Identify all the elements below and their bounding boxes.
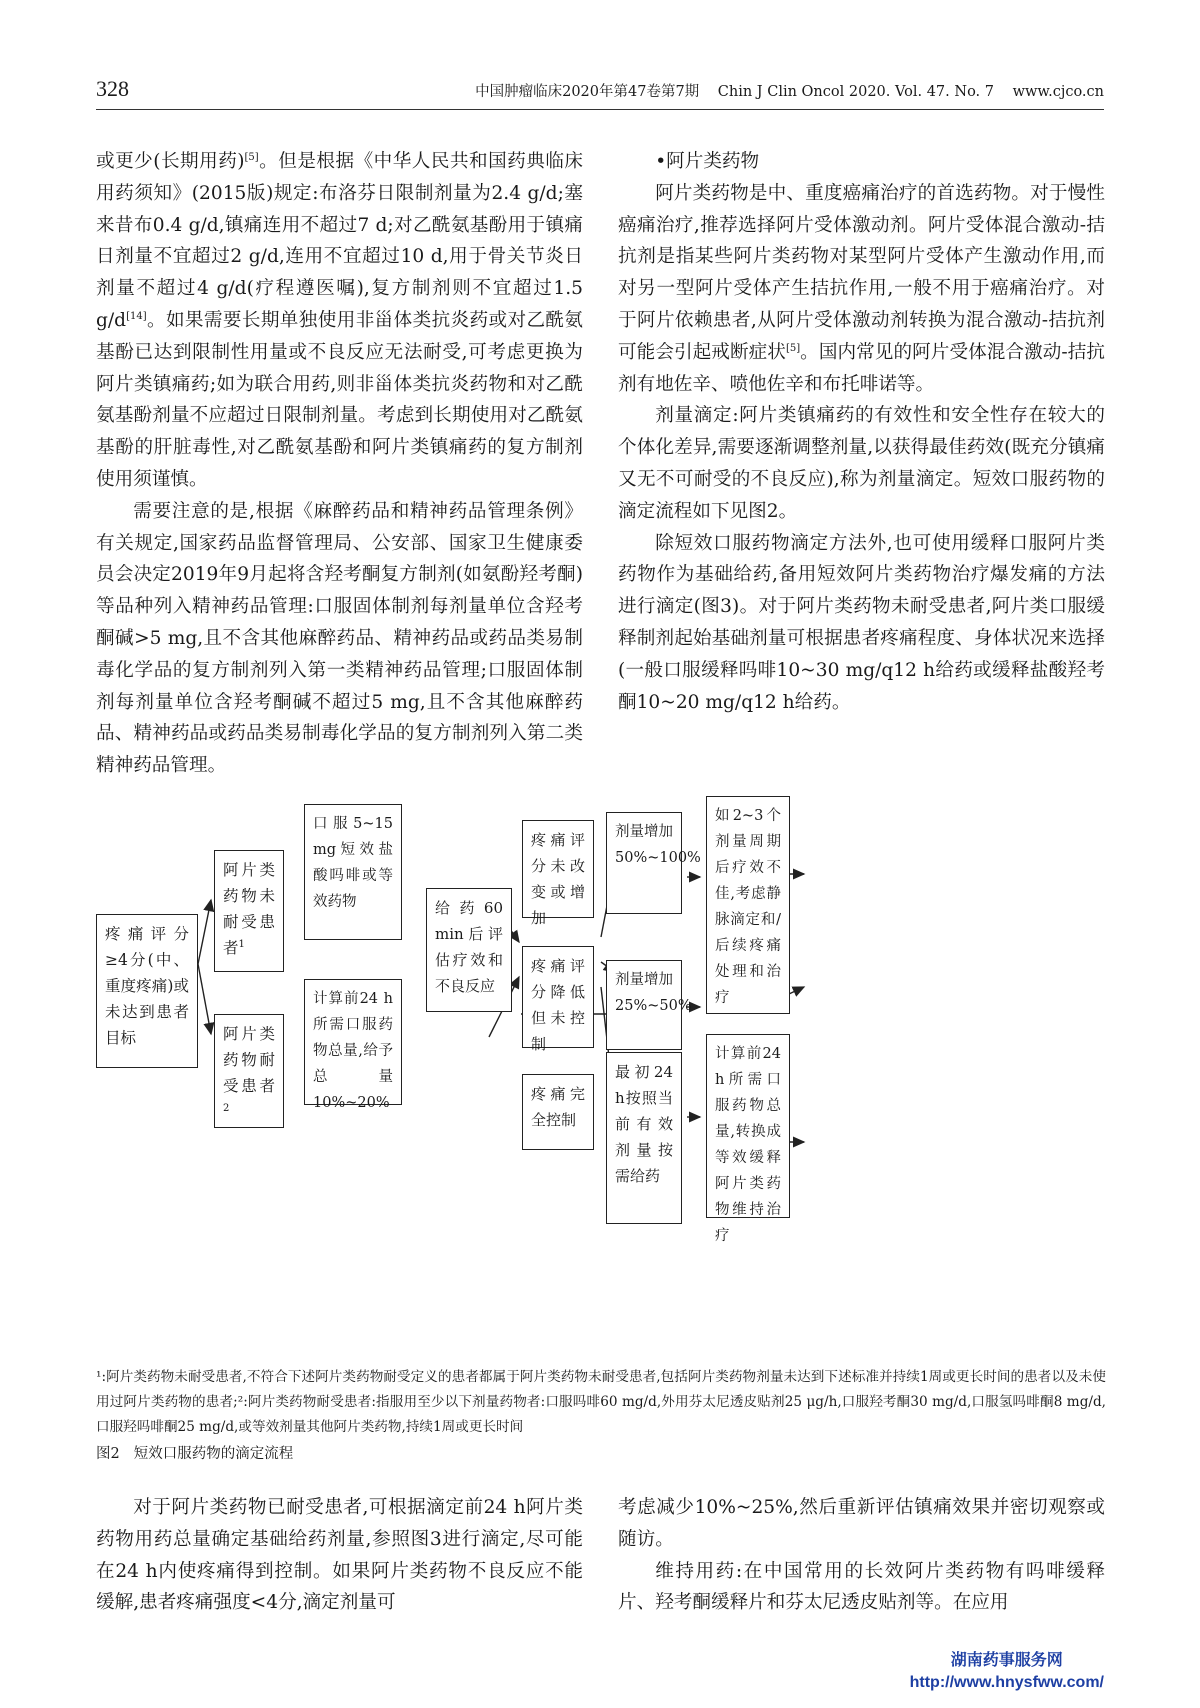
titration-flowchart: [96, 808, 1106, 1342]
bottom-right-paragraph-2: 维持用药:在中国常用的长效阿片类药物有吗啡缓释片、羟考酮缓释片和芬太尼透皮贴剂等。在应用: [618, 1560, 1105, 1614]
left-column: [96, 146, 583, 782]
action-box-1: 剂量增加50%~100%: [606, 812, 682, 914]
outcome-box-3: 疼痛完全控制: [522, 1074, 594, 1150]
watermark-url: http://www.hnysfww.com/: [909, 1674, 1104, 1691]
citation-5b: [5]: [785, 342, 801, 354]
figure-caption: [96, 1442, 293, 1463]
outcome-box-1: 疼痛评分未改变或增加: [522, 820, 594, 918]
figure-label: 图2: [96, 1446, 120, 1462]
citation-5: [5]: [244, 151, 259, 163]
right-paragraph-2: 剂量滴定:阿片类镇痛药的有效性和安全性存在较大的个体化差异,需要逐渐调整剂量,以获得最佳药效(既充分镇痛又无不可耐受的不良反应),称为剂量滴定。短效口服药物的滴定流程如下见图2。: [618, 405, 1105, 522]
right-paragraph-3: 除短效口服药物滴定方法外,也可使用缓释口服阿片类药物作为基础给药,备用短效阿片类药物治疗爆发痛的方法进行滴定(图3)。对于阿片类药物未耐受患者,阿片类口服缓释制剂起始基础剂量可根据患者疼痛程度、身体状况来选择(一般口服缓释吗啡10~30 mg/q12 h给药或缓释盐酸羟考酮10~20 mg/q12 h给药。: [618, 532, 1105, 713]
running-header: [96, 76, 1104, 110]
journal-name-cn: 中国肿瘤临床2020年第47卷第7期: [475, 84, 700, 100]
bottom-left-column: [96, 1492, 583, 1619]
journal-name-en: Chin J Clin Oncol 2020. Vol. 47. No. 7: [717, 84, 994, 100]
bottom-left-paragraph: 对于阿片类药物已耐受患者,可根据滴定前24 h阿片类药物用药总量确定基础给药剂量,参照图3进行滴定,尽可能在24 h内使疼痛得到控制。如果阿片类药物不良反应不能缓解,患者疼痛强度<4分,滴定剂量可: [96, 1497, 583, 1614]
action-box-3: 最初24 h按照当前有效剂量按需给药: [606, 1052, 682, 1224]
naive-dose-box: 口服5~15 mg短效盐酸吗啡或等效药物: [304, 804, 402, 940]
bottom-right-column: [618, 1492, 1105, 1619]
figure-title: 短效口服药物的滴定流程: [133, 1446, 294, 1462]
right-column: [618, 146, 1105, 718]
left-paragraph-2: 需要注意的是,根据《麻醉药品和精神药品管理条例》有关规定,国家药品监督管理局、公安部、国家卫生健康委员会决定2019年9月起将含羟考酮复方制剂(如氨酚羟考酮)等品种列入精神药品管理:口服固体制剂每剂量单位含羟考酮碱>5 mg,且不含其他麻醉药品、精神药品或药品类易制毒化学品的复方制剂列入第一类精神药品管理;口服固体制剂每剂量单位含羟考酮碱不超过5 mg,且不含其他麻醉药品、精神药品或药品类易制毒化学品的复方制剂列入第二类精神药品管理。: [96, 500, 583, 777]
final-box-1: 如2~3个剂量周期后疗效不佳,考虑静脉滴定和/后续疼痛处理和治疗: [706, 796, 790, 1014]
right-paragraph-1: 阿片类药物是中、重度癌痛治疗的首选药物。对于慢性癌痛治疗,推荐选择阿片受体激动剂。阿片受体混合激动-拮抗剂是指某些阿片类药物对某型阿片受体产生激动作用,而对另一型阿片受体产生拮抗作用,一般不用于癌痛治疗。对于阿片依赖患者,从阿片受体激动剂转换为混合激动-拮抗剂可能会引起戒断症状[5]。国内常见的阿片受体混合激动-拮抗剂有地佐辛、喷他佐辛和布托啡诺等。: [618, 182, 1105, 395]
start-box: 疼痛评分≥4分(中、重度疼痛)或未达到患者目标: [96, 914, 198, 1068]
tolerant-patient-box: 阿片类药物耐受患者$^2$: [214, 1014, 284, 1128]
figure-footnote: ¹:阿片类药物未耐受患者,不符合下述阿片类药物耐受定义的患者都属于阿片类药物未耐受患者,包括阿片类药物剂量未达到下述标准并持续1周或更长时间的患者以及未使用过阿片类药物的患者;²:阿片类药物耐受患者:指服用至少以下剂量药物者:口服吗啡60 mg/d,外用芬太尼透皮贴剂25 μg/h,口服羟考酮30 mg/d,口服氢吗啡酮8 mg/d,口服羟吗啡酮25 mg/d,或等效剂量其他阿片类药物,持续1周或更长时间: [96, 1369, 1106, 1435]
page-number: 328: [96, 76, 129, 101]
journal-website: www.cjco.cn: [1012, 84, 1104, 100]
site-watermark: [910, 1650, 1104, 1694]
header-rule: [96, 109, 1104, 110]
naive-patient-box: 阿片类药物未耐受患者$^1$: [214, 850, 284, 972]
section-title: •阿片类药物: [655, 151, 760, 172]
left-paragraph-1: 或更少(长期用药)[5]。但是根据《中华人民共和国药典临床用药须知》(2015版)规定:布洛芬日限制剂量为2.4 g/d;塞来昔布0.4 g/d,镇痛连用不超过7 d;对乙酰氨基酚用于镇痛日剂量不宜超过2 g/d,连用不宜超过10 d,用于骨关节炎日剂量不超过4 g/d(疗程遵医嘱),复方制剂则不宜超过1.5 g/d[14]。如果需要长期单独使用非甾体类抗炎药或对乙酰氨基酚已达到限制性用量或不良反应无法耐受,可考虑更换为阿片类镇痛药;如为联合用药,则非甾体类抗炎药物和对乙酰氨基酚剂量不应超过日限制剂量。考虑到长期使用对乙酰氨基酚的肝脏毒性,对乙酰氨基酚和阿片类镇痛药的复方制剂使用须谨慎。: [96, 151, 583, 490]
watermark-name: 湖南药事服务网: [950, 1652, 1063, 1669]
assess-box: 给药60 min后评估疗效和不良反应: [426, 888, 512, 1012]
tolerant-dose-box: 计算前24 h所需口服药物总量,给予总量10%~20%: [304, 979, 402, 1105]
action-box-2: 剂量增加25%~50%: [606, 960, 682, 1050]
journal-citation: [475, 80, 1104, 101]
final-box-2: 计算前24 h所需口服药物总量,转换成等效缓释阿片类药物维持治疗: [706, 1034, 790, 1218]
outcome-box-2: 疼痛评分降低但未控制: [522, 946, 594, 1048]
citation-14: [14]: [126, 310, 147, 322]
bottom-right-paragraph-1: 考虑减少10%~25%,然后重新评估镇痛效果并密切观察或随访。: [618, 1497, 1105, 1550]
